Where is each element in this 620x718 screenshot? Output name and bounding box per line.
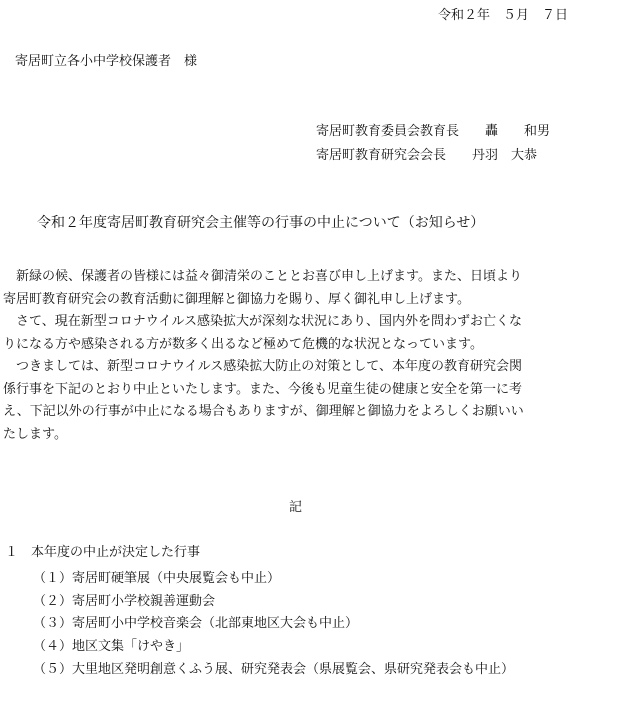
- list-item: （５）大里地区発明創意くふう展、研究発表会（県展覧会、県研究発表会も中止）: [33, 661, 515, 677]
- ki-heading: 記: [289, 500, 303, 515]
- sender-research-association-chair: 寄居町教育研究会会長 丹羽 大恭: [316, 148, 538, 163]
- list-item: （３）寄居町小中学校音楽会（北部東地区大会も中止）: [33, 616, 359, 632]
- addressee: 寄居町立各小中学校保護者 様: [15, 54, 198, 69]
- body-line: りになる方や感染される方が数多く出るなど極めて危機的な状況となっています。: [3, 336, 483, 352]
- body-text: [3, 266, 615, 446]
- cancelled-events-list: [33, 568, 514, 681]
- body-line: たします。: [3, 426, 67, 442]
- body-line: え、下記以外の行事が中止になる場合もありますが、御理解と御協力をよろしくお願いい: [3, 404, 524, 419]
- body-line: つきましては、新型コロナウイルス感染拡大防止の対策として、本年度の教育研究会関: [3, 359, 522, 374]
- sender-superintendent: 寄居町教育委員会教育長 轟 和男: [316, 124, 551, 139]
- body-line: 係行事を下記のとおり中止といたします。また、今後も児童生徒の健康と安全を第一に考: [3, 381, 522, 397]
- body-line: さて、現在新型コロナウイルス感染拡大が深刻な状況にあり、国内外を問わずお亡くな: [3, 314, 522, 329]
- document-title: 令和２年度寄居町教育研究会主催等の行事の中止について（お知らせ）: [37, 215, 485, 231]
- document-date: 令和２年 ５月 ７日: [438, 8, 569, 23]
- list-item: （２）寄居町小学校親善運動会: [33, 593, 216, 609]
- body-line: 新緑の候、保護者の皆様には益々御清栄のこととお喜び申し上げます。また、日頃より: [3, 269, 522, 284]
- list-item: （４）地区文集「けやき」: [33, 639, 190, 655]
- section-heading: １ 本年度の中止が決定した行事: [5, 545, 201, 560]
- body-line: 寄居町教育研究会の教育活動に御理解と御協力を賜り、厚く御礼申し上げます。: [3, 291, 470, 307]
- list-item: （１）寄居町硬筆展（中央展覧会も中止）: [33, 571, 281, 586]
